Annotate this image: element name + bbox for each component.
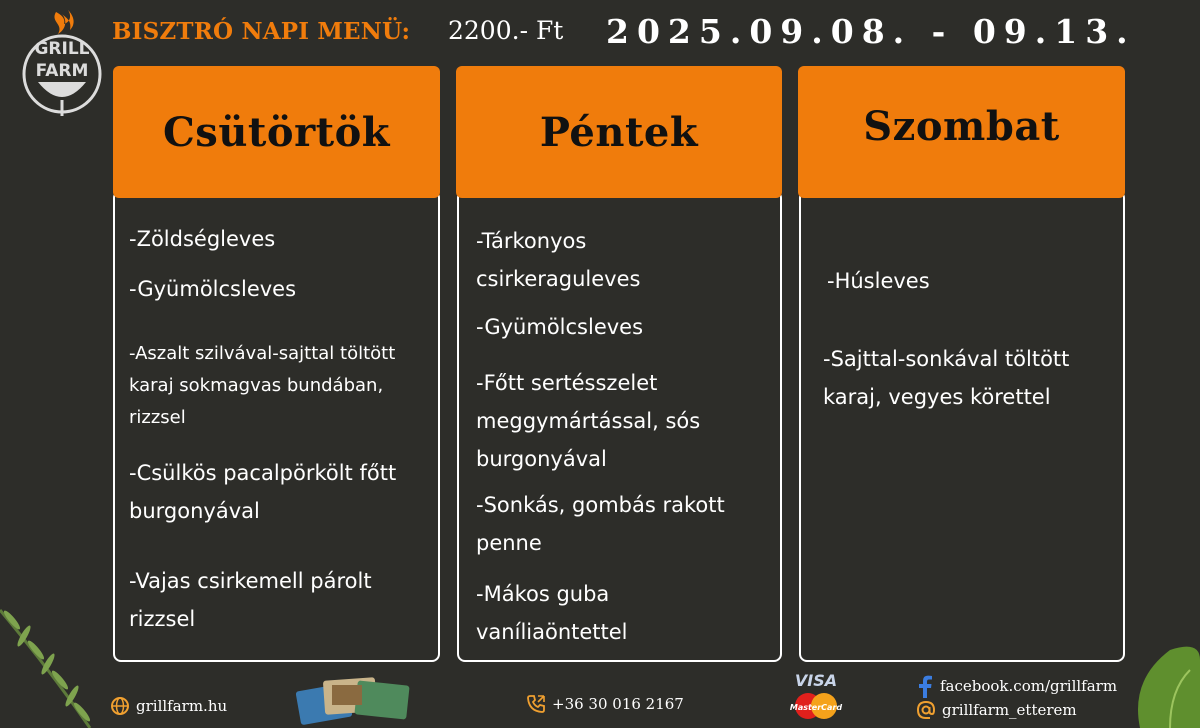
phone[interactable]: [526, 694, 684, 714]
grill-farm-logo: [20, 8, 104, 118]
instagram-text: grillfarm_etterem: [942, 701, 1077, 719]
logo-text-grill: GRILL: [34, 39, 90, 59]
dish-item: -Vajas csirkemell párolt rizzsel: [129, 569, 372, 631]
day-header-szombat: [798, 66, 1125, 198]
day-name: Péntek: [539, 108, 699, 156]
website[interactable]: [110, 696, 227, 716]
day-card-szombat: [799, 190, 1125, 662]
dish-item: -Sajttal-sonkával töltött karaj, vegyes körettel: [823, 347, 1070, 409]
dish-item: -Gyümölcsleves: [476, 315, 644, 339]
dish-item: -Húsleves: [827, 269, 930, 293]
dish-item: -Aszalt szilvával-sajttal töltött karaj sokmagvas bundában, rizzsel: [129, 343, 396, 428]
phone-text: +36 30 016 2167: [552, 695, 684, 713]
instagram-link[interactable]: [916, 700, 1077, 720]
logo-text-farm: FARM: [35, 61, 89, 81]
mastercard-text: MasterCard: [789, 703, 843, 712]
menu-title: BISZTRÓ NAPI MENÜ:: [112, 18, 411, 45]
basil-decoration: [1130, 640, 1200, 728]
visa-text: VISA: [794, 671, 838, 690]
facebook-link[interactable]: [916, 674, 1117, 698]
facebook-icon: [916, 674, 934, 698]
dish-item: -Gyümölcsleves: [129, 277, 297, 301]
dish-item: -Zöldségleves: [129, 227, 276, 251]
dish-item: -Csülkös pacalpörkölt főtt burgonyával: [129, 461, 397, 523]
gift-cards-image: [296, 673, 412, 725]
payment-logos: [786, 670, 846, 722]
at-icon: [916, 700, 936, 720]
rosemary-decoration: [0, 590, 110, 728]
day-header-pentek: [456, 66, 782, 198]
day-name: Szombat: [863, 102, 1060, 150]
dish-item: -Tárkonyos csirkeraguleves: [476, 229, 641, 291]
facebook-text: facebook.com/grillfarm: [940, 677, 1118, 695]
dish-item: -Mákos guba vaníliaöntettel: [476, 582, 628, 644]
day-header-csutortok: [113, 66, 440, 198]
dish-item: -Főtt sertésszelet meggymártással, sós burgonyával: [476, 371, 701, 471]
menu-date-range: 2025.09.08. - 09.13.: [606, 12, 1136, 51]
menu-price: 2200.- Ft: [448, 16, 564, 45]
dish-item: -Sonkás, gombás rakott penne: [476, 493, 725, 555]
website-text: grillfarm.hu: [136, 697, 228, 715]
globe-icon: [110, 696, 130, 716]
day-name: Csütörtök: [162, 108, 391, 156]
phone-icon: [526, 694, 546, 714]
